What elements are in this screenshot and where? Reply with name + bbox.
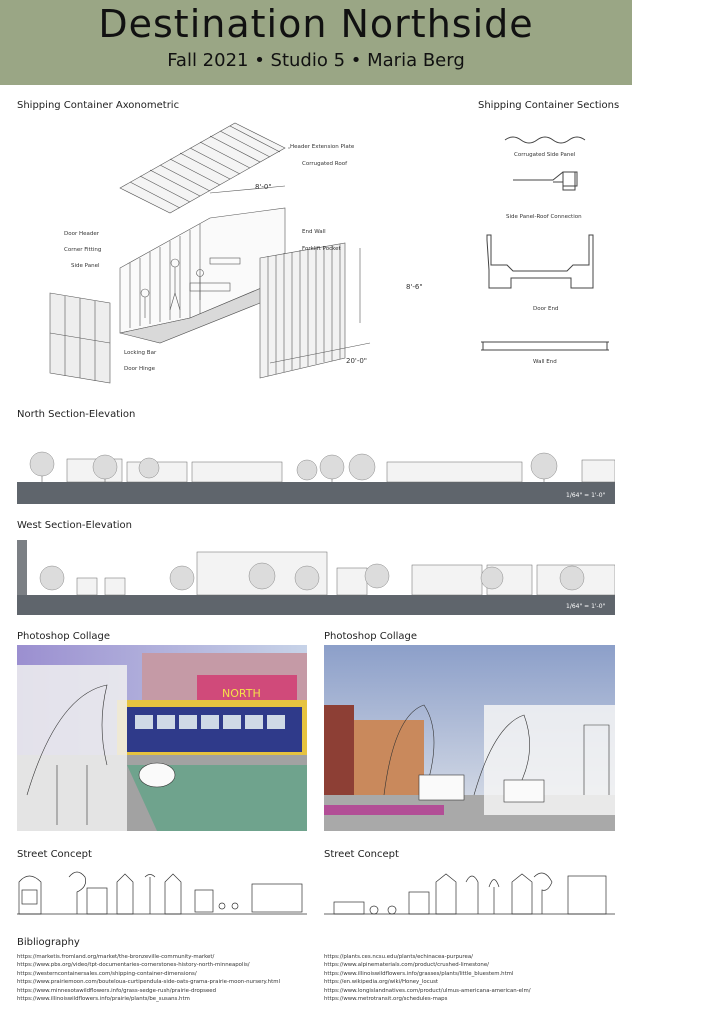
bibliography-link[interactable]: https://www.alpinematerials.com/product/crushed-limestone/ [324,962,489,969]
label-side-panel-roof-connection: Side Panel-Roof Connection [506,214,582,220]
bibliography-right-list [324,953,531,1003]
label-wall-end: Wall End [533,359,557,365]
dimension-length: 20'-0" [346,357,368,365]
page-subtitle: Fall 2021 • Studio 5 • Maria Berg [167,50,465,71]
west-elevation-heading: West Section-Elevation [17,520,132,531]
north-elevation-heading: North Section-Elevation [17,409,136,420]
label-forklift-pocket: Forklift Pocket [302,246,341,252]
bibliography-link[interactable]: https://www.prairiemoon.com/bouteloua-curtipendula-side-oats-grama-prairie-moon-nursery.html [17,979,280,986]
collage-left-heading: Photoshop Collage [17,631,111,642]
bibliography-link[interactable]: https://westerncontainersales.com/shipping-container-dimensions/ [17,970,197,977]
container-axonometric-drawing [40,118,380,388]
bibliography-link[interactable]: https://www.illinoiswildflowers.info/grasses/plants/little_bluestem.html [324,970,514,977]
title-banner [0,0,632,85]
label-corrugated-side-panel: Corrugated Side Panel [514,152,576,158]
north-elevation-drawing [17,442,615,504]
dimension-height: 8'-6" [406,283,423,291]
bibliography-link[interactable]: https://www.longislandnatives.com/product/ulmus-americana-american-elm/ [324,987,531,994]
label-side-panel: Side Panel [71,263,100,269]
label-door-hinge: Door Hinge [124,366,155,372]
collage-right-heading: Photoshop Collage [324,631,418,642]
bibliography-link[interactable]: https://www.pbs.org/video/tpt-documentaries-cornerstones-history-north-minneapolis/ [17,962,250,969]
bibliography-link[interactable]: https://plants.ces.ncsu.edu/plants/echinacea-purpurea/ [324,954,473,960]
label-door-end: Door End [533,306,559,312]
west-elevation-drawing [17,540,615,615]
label-header-extension-plate: Header Extension Plate [290,144,355,150]
bibliography-link[interactable]: https://www.illinoiswildflowers.info/prairie/plants/be_susans.htm [17,996,190,1003]
bibliography-heading: Bibliography [17,937,80,948]
bibliography-link[interactable]: https://marketis.fromland.org/market/the-bronzeville-community-market/ [17,954,215,960]
bibliography-left-list [17,953,280,1003]
bibliography-link[interactable]: https://www.metrotransit.org/schedules-maps [324,996,448,1003]
page-title: Destination Northside [98,2,534,46]
street-right-heading: Street Concept [324,849,399,860]
axonometric-heading: Shipping Container Axonometric [17,100,180,111]
collage-left-image [17,645,307,831]
bibliography-link[interactable]: https://en.wikipedia.org/wiki/Honey_locust [324,979,439,986]
sections-heading: Shipping Container Sections [478,100,620,111]
street-concept-right-drawing [324,862,615,922]
collage-sign-text: NORTH [222,687,261,700]
collage-right-image [324,645,615,831]
label-corner-fitting: Corner Fitting [64,247,102,253]
label-door-header: Door Header [64,231,100,237]
north-scale-label: 1/64" = 1'-0" [566,492,606,499]
bibliography-link[interactable]: https://www.minnesotawildflowers.info/grass-sedge-rush/prairie-dropseed [17,987,217,994]
west-scale-label: 1/64" = 1'-0" [566,603,606,610]
label-corrugated-roof: Corrugated Roof [302,161,347,167]
label-end-wall: End Wall [302,229,326,235]
dimension-width: 8'-0" [255,183,272,191]
street-left-heading: Street Concept [17,849,92,860]
label-locking-bar: Locking Bar [124,350,157,356]
container-sections-drawing [475,130,615,365]
street-concept-left-drawing [17,862,307,922]
